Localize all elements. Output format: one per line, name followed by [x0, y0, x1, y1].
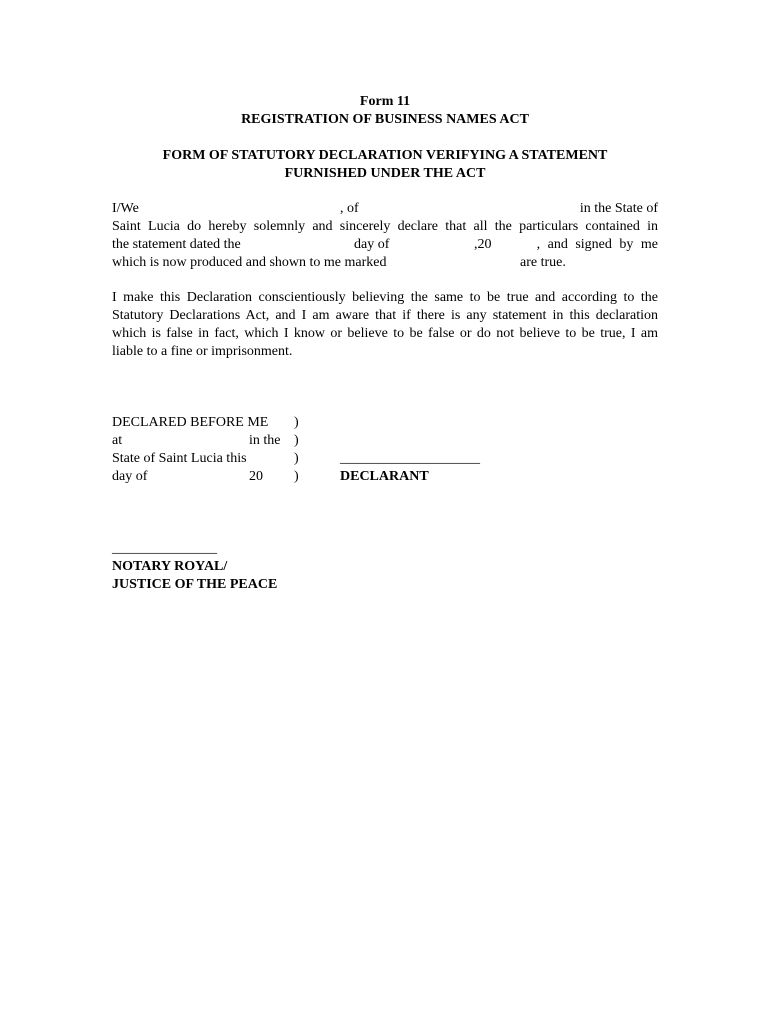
year-label: ,20: [474, 237, 492, 252]
statement-dated-label: the statement dated the: [112, 237, 241, 252]
paragraph-line: Statutory Declarations Act, and I am aware that if there is any statement in this declaration: [112, 308, 658, 323]
notary-signature-line: _______________: [112, 541, 217, 556]
declared-before-label: DECLARED BEFORE ME: [112, 415, 269, 430]
bracket: ): [294, 469, 299, 484]
bracket: ): [294, 433, 299, 448]
are-true-label: are true.: [520, 255, 566, 270]
declarant-signature-line: ____________________: [340, 451, 480, 466]
marked-label: which is now produced and shown to me marked: [112, 255, 387, 270]
declaration-title-line2: FURNISHED UNDER THE ACT: [284, 166, 486, 181]
justice-label: JUSTICE OF THE PEACE: [112, 577, 278, 592]
bracket: ): [294, 451, 299, 466]
paragraph-line: liable to a fine or imprisonment.: [112, 344, 293, 359]
in-the-label: in the: [249, 433, 281, 448]
declarant-label: DECLARANT: [340, 469, 429, 484]
act-title: REGISTRATION OF BUSINESS NAMES ACT: [241, 112, 529, 127]
declarant-name-label: I/We: [112, 201, 139, 216]
conscience-paragraph: [112, 289, 658, 361]
state-of-saint-lucia-label: State of Saint Lucia this: [112, 451, 247, 466]
state-label: in the State of: [579, 201, 658, 216]
address-label: , of: [340, 201, 359, 216]
day-of-label: day of: [112, 469, 148, 484]
year-label: 20: [249, 469, 263, 484]
paragraph-line: which is false in fact, which I know or believe to be false or do not believe to be true, I am: [112, 326, 658, 341]
bracket: ): [294, 415, 299, 430]
notary-label: NOTARY ROYAL/: [112, 559, 228, 574]
declaration-text-row: Saint Lucia do hereby solemnly and sincerely declare that all the particulars contained in: [112, 219, 658, 234]
at-label: at: [112, 433, 123, 448]
paragraph-line: I make this Declaration conscientiously believing the same to be true and according to the: [112, 290, 658, 305]
declaration-title-line1: FORM OF STATUTORY DECLARATION VERIFYING A STATEMENT: [162, 148, 608, 163]
form-number: Form 11: [359, 94, 411, 109]
signed-by-label: , and signed by me: [536, 237, 658, 252]
day-of-label: day of: [354, 237, 390, 252]
